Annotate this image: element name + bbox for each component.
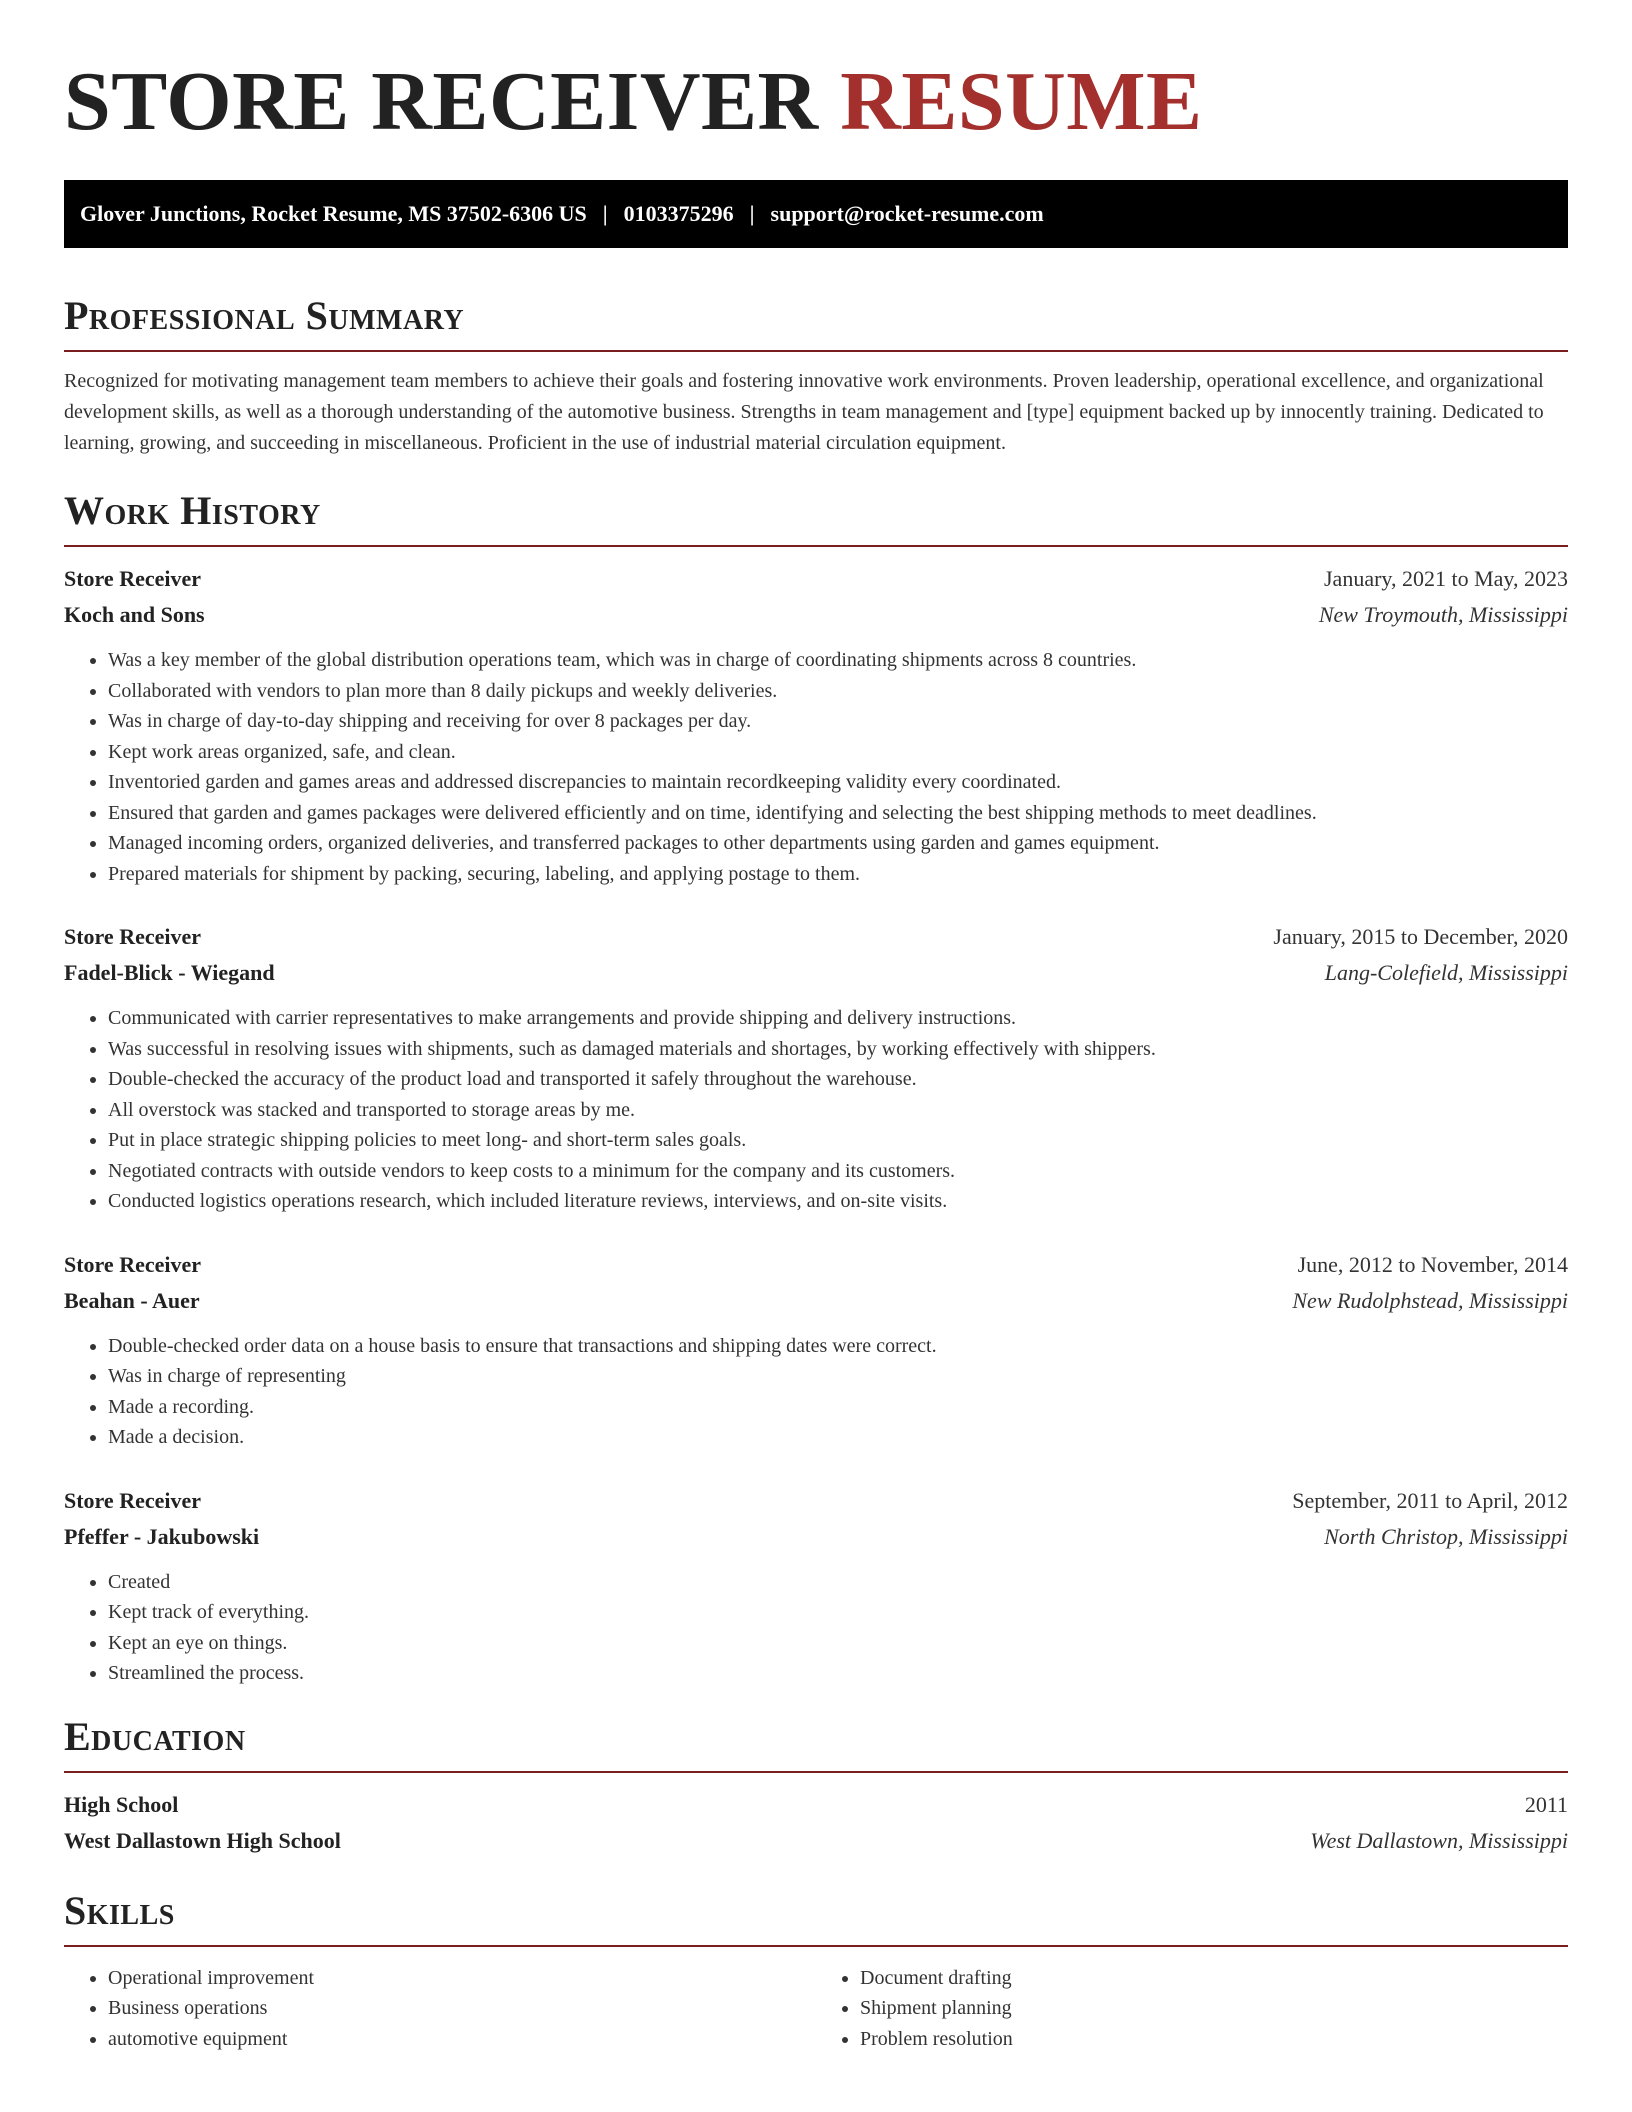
summary-heading: Professional Summary [64,293,465,338]
job-bullet: • Double-checked order data on a house basis to ensure that transactions and shipping dates were correct. [108,1331,1568,1362]
education-entry [64,1787,1568,1859]
job-location: New Rudolphstead, Mississippi [1292,1287,1568,1313]
summary-text: Recognized for motivating management team members to achieve their goals and fostering innovative work environments. Proven leadership, operational excellence, and organizational development skills, as well as a thorough understanding of the automotive business. Strengths in team management and [type] equipment backed up by innocently training. Dedicated to learning, growing, and succeeding in miscellaneous. Proficient in the use of industrial material circulation equipment. [64,370,1544,454]
job-entry [64,561,1568,889]
job-bullet: • Conducted logistics operations research, which included literature reviews, interviews, and on-site visits. [108,1186,1568,1217]
section-divider [64,1771,1568,1773]
skill-item: • Document drafting [860,1963,1568,1994]
education-row [64,1787,1568,1823]
job-entry [64,1483,1568,1689]
job-header-row [64,597,1568,633]
education-heading: Education [64,1713,246,1759]
job-header-row [64,561,1568,597]
job-bullets [64,1331,1568,1453]
summary-section [64,292,1568,459]
job-company: Pfeffer - Jakubowski [64,1523,260,1549]
job-bullets [64,1567,1568,1689]
job-location: North Christop, Mississippi [1324,1523,1568,1549]
job-bullet: • Kept an eye on things. [108,1628,1568,1659]
job-header-row [64,919,1568,955]
job-company: Koch and Sons [64,602,205,627]
job-dates: September, 2011 to April, 2012 [1292,1487,1568,1513]
job-title: Store Receiver [64,1251,202,1277]
section-divider [64,350,1568,352]
job-title: Store Receiver [64,924,202,949]
job-bullet: • Made a recording. [108,1392,1568,1423]
job-company: Beahan - Auer [64,1287,200,1313]
section-divider [64,545,1568,547]
job-entry [64,919,1568,1217]
job-bullet: • Double-checked the accuracy of the product load and transported it safely throughout the warehouse. [108,1064,1568,1095]
job-bullet: • All overstock was stacked and transported to storage areas by me. [108,1095,1568,1126]
job-bullet: • Kept work areas organized, safe, and clean. [108,737,1568,768]
job-header-row [64,1483,1568,1519]
skill-item: • Shipment planning [860,1993,1568,2024]
skills-section [64,1887,1568,2055]
job-bullet: • Was in charge of representing [108,1361,1568,1392]
contact-separator: | [602,201,608,226]
job-title: Store Receiver [64,1487,202,1513]
job-header-row [64,1519,1568,1555]
job-bullet: • Streamlined the process. [108,1658,1568,1689]
job-entry [64,1247,1568,1453]
job-bullet: • Managed incoming orders, organized deliveries, and transferred packages to other departments using garden and games equipment. [108,828,1568,859]
skills-heading: Skills [64,1887,175,1933]
skill-item: • automotive equipment [108,2024,816,2055]
work-history-section [64,487,1568,1689]
jobs-list [64,561,1568,1689]
job-bullet: • Was a key member of the global distribution operations team, which was in charge of coordinating shipments across 8 countries. [108,645,1568,676]
skills-column-right [816,1963,1568,2055]
job-bullet: • Ensured that garden and games packages were delivered efficiently and on time, identifying and selecting the best shipping methods to meet deadlines. [108,798,1568,829]
resume-title [64,54,1568,150]
job-dates: January, 2021 to May, 2023 [1324,566,1568,591]
job-bullet: • Put in place strategic shipping policies to meet long- and short-term sales goals. [108,1125,1568,1156]
job-bullet: • Kept track of everything. [108,1597,1568,1628]
skill-item: • Problem resolution [860,2024,1568,2055]
contact-separator: | [749,201,755,226]
job-bullets [64,645,1568,889]
skill-item: • Operational improvement [108,1963,816,1994]
education-section [64,1713,1568,1859]
job-dates: January, 2015 to December, 2020 [1273,924,1568,949]
job-company: Fadel-Blick - Wiegand [64,960,275,985]
contact-phone: 0103375296 [623,201,734,226]
job-bullet: • Was successful in resolving issues with shipments, such as damaged materials and shortages, by working effectively with shippers. [108,1034,1568,1065]
skill-item: • Business operations [108,1993,816,2024]
job-bullet: • Negotiated contracts with outside vendors to keep costs to a minimum for the company and its customers. [108,1156,1568,1187]
job-header-row [64,1283,1568,1319]
education-row [64,1823,1568,1859]
job-header-row [64,955,1568,991]
job-dates: June, 2012 to November, 2014 [1297,1251,1568,1277]
education-location: West Dallastown, Mississippi [1310,1827,1568,1853]
job-bullet: • Inventoried garden and games areas and addressed discrepancies to maintain recordkeeping validity every coordinated. [108,767,1568,798]
contact-bar [64,180,1568,248]
skills-grid [64,1963,1568,2055]
job-location: Lang-Colefield, Mississippi [1324,960,1568,985]
job-bullet: • Created [108,1567,1568,1598]
job-bullet: • Made a decision. [108,1422,1568,1453]
job-header-row [64,1247,1568,1283]
skills-column-left [64,1963,816,2055]
education-degree: High School [64,1791,179,1817]
job-bullet: • Collaborated with vendors to plan more than 8 daily pickups and weekly deliveries. [108,676,1568,707]
resume-title-accent: RESUME [840,55,1203,148]
job-bullet: • Prepared materials for shipment by packing, securing, labeling, and applying postage to them. [108,859,1568,890]
job-location: New Troymouth, Mississippi [1318,602,1568,627]
job-title: Store Receiver [64,566,202,591]
education-school: West Dallastown High School [64,1827,341,1853]
section-divider [64,1945,1568,1947]
work-history-heading: Work History [64,488,321,533]
contact-address: Glover Junctions, Rocket Resume, MS 37502-6306 US [80,201,587,226]
job-bullet: • Was in charge of day-to-day shipping and receiving for over 8 packages per day. [108,706,1568,737]
job-bullets [64,1003,1568,1217]
contact-email[interactable]: support@rocket-resume.com [770,201,1044,226]
education-year: 2011 [1524,1791,1568,1817]
resume-title-main: STORE RECEIVER [64,55,819,148]
job-bullet: • Communicated with carrier representatives to make arrangements and provide shipping and delivery instructions. [108,1003,1568,1034]
